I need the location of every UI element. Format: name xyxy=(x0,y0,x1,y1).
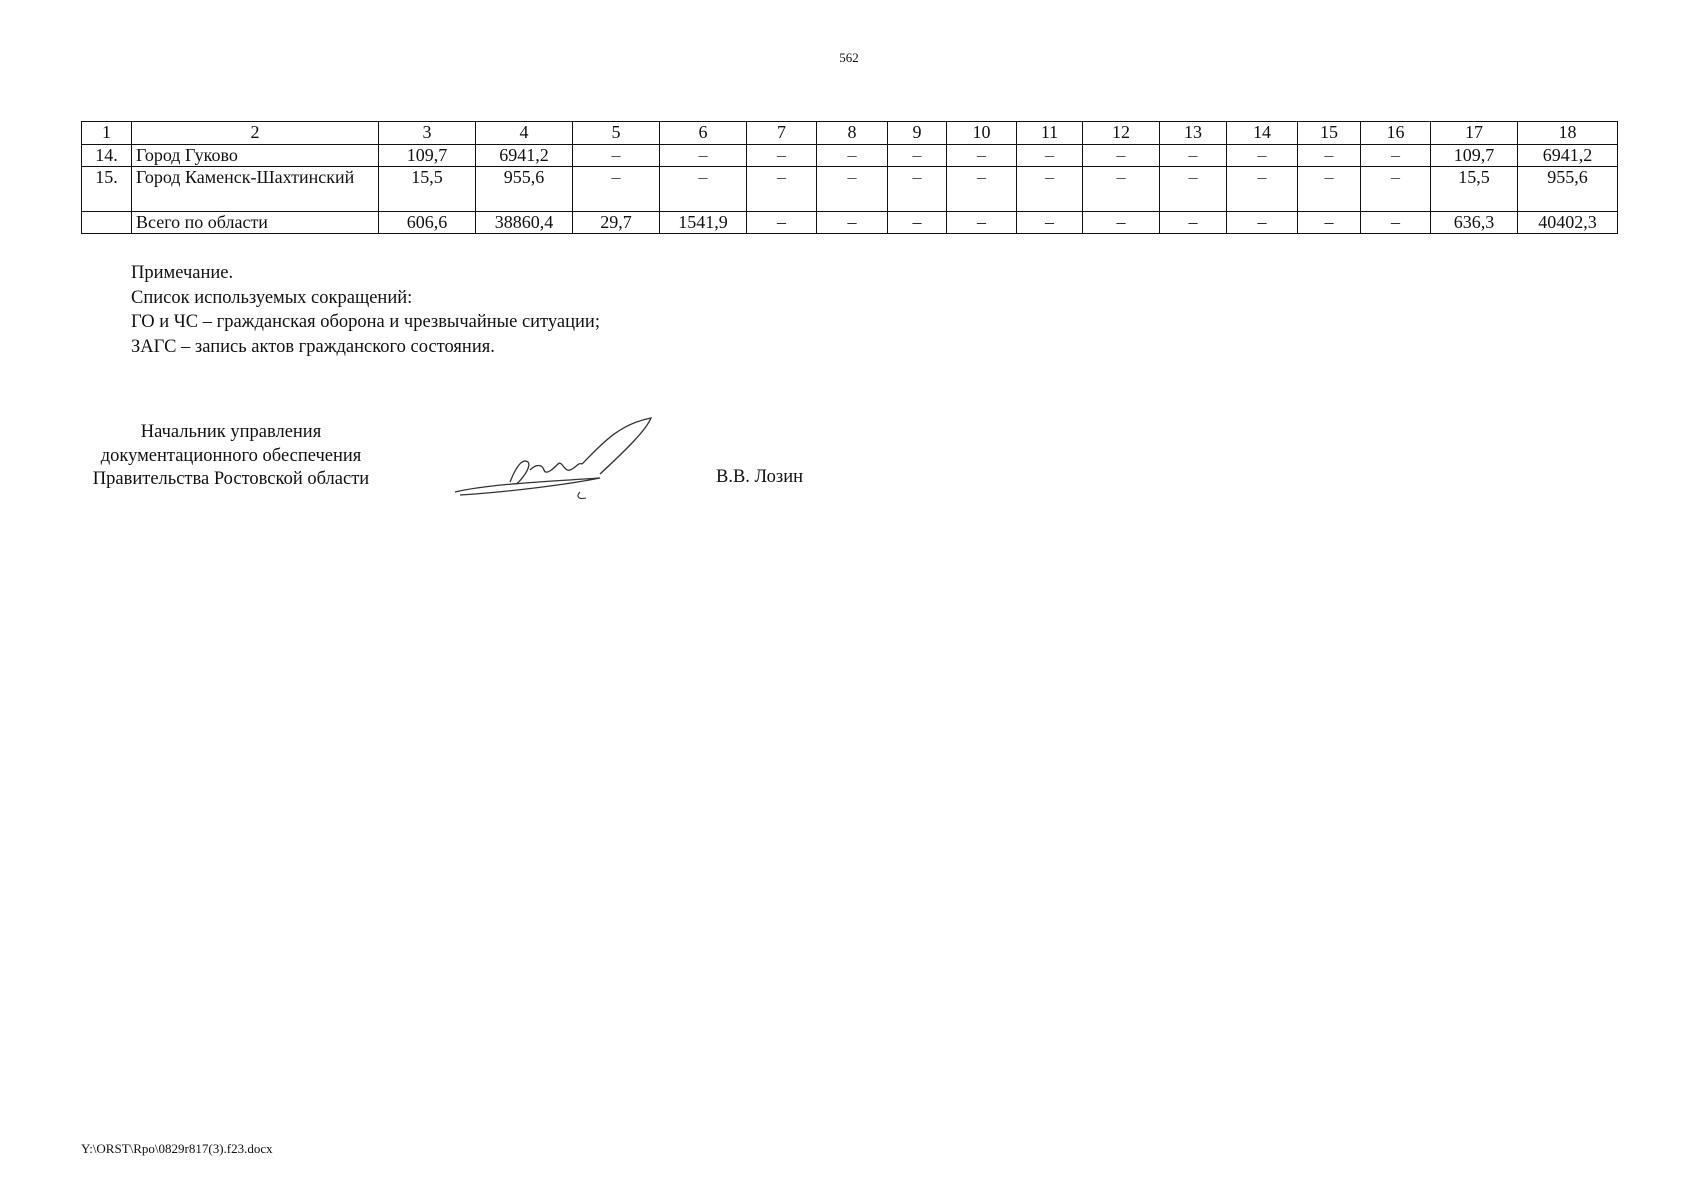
table-cell: 955,6 xyxy=(476,167,573,212)
table-cell: – xyxy=(1298,167,1361,212)
table-cell: 109,7 xyxy=(1431,145,1518,167)
column-header: 16 xyxy=(1361,122,1431,145)
column-header: 3 xyxy=(379,122,476,145)
row-name: Всего по области xyxy=(132,212,379,234)
handwritten-signature xyxy=(450,412,660,512)
table-cell: – xyxy=(1160,212,1227,234)
data-table xyxy=(81,121,1618,234)
column-header: 10 xyxy=(947,122,1017,145)
table-cell: – xyxy=(888,167,947,212)
table-cell: – xyxy=(1017,167,1083,212)
column-header: 6 xyxy=(660,122,747,145)
signatory-title-line: документационного обеспечения xyxy=(100,445,362,466)
table-cell: – xyxy=(1361,145,1431,167)
column-header: 15 xyxy=(1298,122,1361,145)
table-cell: – xyxy=(817,212,888,234)
table-cell: 955,6 xyxy=(1518,167,1618,212)
row-number: 15. xyxy=(82,167,132,212)
table-cell: – xyxy=(660,167,747,212)
table-cell: 606,6 xyxy=(379,212,476,234)
table-cell: 636,3 xyxy=(1431,212,1518,234)
table-cell: – xyxy=(1017,212,1083,234)
table-cell: – xyxy=(947,212,1017,234)
table-cell: – xyxy=(573,167,660,212)
table-cell: – xyxy=(888,145,947,167)
table-cell: – xyxy=(1361,212,1431,234)
signatory-title xyxy=(81,421,381,492)
column-header: 5 xyxy=(573,122,660,145)
table-cell: – xyxy=(747,145,817,167)
column-header: 12 xyxy=(1083,122,1160,145)
signatory-title-line: Начальник управления xyxy=(140,422,322,442)
table-cell: 6941,2 xyxy=(1518,145,1618,167)
table-cell: 38860,4 xyxy=(476,212,573,234)
table-cell: – xyxy=(747,167,817,212)
table-cell: 6941,2 xyxy=(476,145,573,167)
table-cell: – xyxy=(947,167,1017,212)
table-cell: 29,7 xyxy=(573,212,660,234)
table-cell: – xyxy=(1083,212,1160,234)
table-row xyxy=(82,167,1618,212)
column-header: 9 xyxy=(888,122,947,145)
column-header: 18 xyxy=(1518,122,1618,145)
notes-title: Примечание. xyxy=(131,263,234,283)
row-number: 14. xyxy=(82,145,132,167)
table-cell: – xyxy=(1227,212,1298,234)
table-cell: 109,7 xyxy=(379,145,476,167)
signer-name: В.В. Лозин xyxy=(716,467,803,487)
table-cell: – xyxy=(947,145,1017,167)
page-number: 562 xyxy=(839,50,859,65)
table-cell: 15,5 xyxy=(379,167,476,212)
column-header: 17 xyxy=(1431,122,1518,145)
notes-line: ЗАГС – запись актов гражданского состояния. xyxy=(131,336,495,357)
table-cell: – xyxy=(817,167,888,212)
column-header: 7 xyxy=(747,122,817,145)
column-header: 14 xyxy=(1227,122,1298,145)
table-cell: – xyxy=(1361,167,1431,212)
table-cell: – xyxy=(1160,167,1227,212)
file-path: Y:\ORST\Rpo\0829r817(3).f23.docx xyxy=(81,1141,273,1156)
column-header: 1 xyxy=(82,122,132,145)
signatory-title-line: Правительства Ростовской области xyxy=(92,469,370,489)
row-number xyxy=(82,212,132,234)
table-cell: – xyxy=(817,145,888,167)
table-row xyxy=(82,145,1618,167)
column-header: 4 xyxy=(476,122,573,145)
table-cell: – xyxy=(573,145,660,167)
table-cell: – xyxy=(660,145,747,167)
table-cell: – xyxy=(1298,212,1361,234)
table-cell: 40402,3 xyxy=(1518,212,1618,234)
notes-line: Список используемых сокращений: xyxy=(131,287,413,308)
notes-line: ГО и ЧС – гражданская оборона и чрезвычайные ситуации; xyxy=(131,312,600,332)
notes-section xyxy=(131,261,600,359)
table-cell: – xyxy=(1017,145,1083,167)
table-cell: – xyxy=(1083,145,1160,167)
column-header: 2 xyxy=(132,122,379,145)
row-name: Город Каменск-Шахтинский xyxy=(132,167,379,212)
table-cell: – xyxy=(1083,167,1160,212)
table-cell: – xyxy=(1227,167,1298,212)
table-cell: – xyxy=(747,212,817,234)
table-header-row xyxy=(82,122,1618,145)
table-cell: – xyxy=(1227,145,1298,167)
table-cell: – xyxy=(1298,145,1361,167)
table-total-row xyxy=(82,212,1618,234)
column-header: 8 xyxy=(817,122,888,145)
table-cell: – xyxy=(888,212,947,234)
table-cell: – xyxy=(1160,145,1227,167)
column-header: 13 xyxy=(1160,122,1227,145)
table-cell: 15,5 xyxy=(1431,167,1518,212)
row-name: Город Гуково xyxy=(132,145,379,167)
column-header: 11 xyxy=(1017,122,1083,145)
table-cell: 1541,9 xyxy=(660,212,747,234)
